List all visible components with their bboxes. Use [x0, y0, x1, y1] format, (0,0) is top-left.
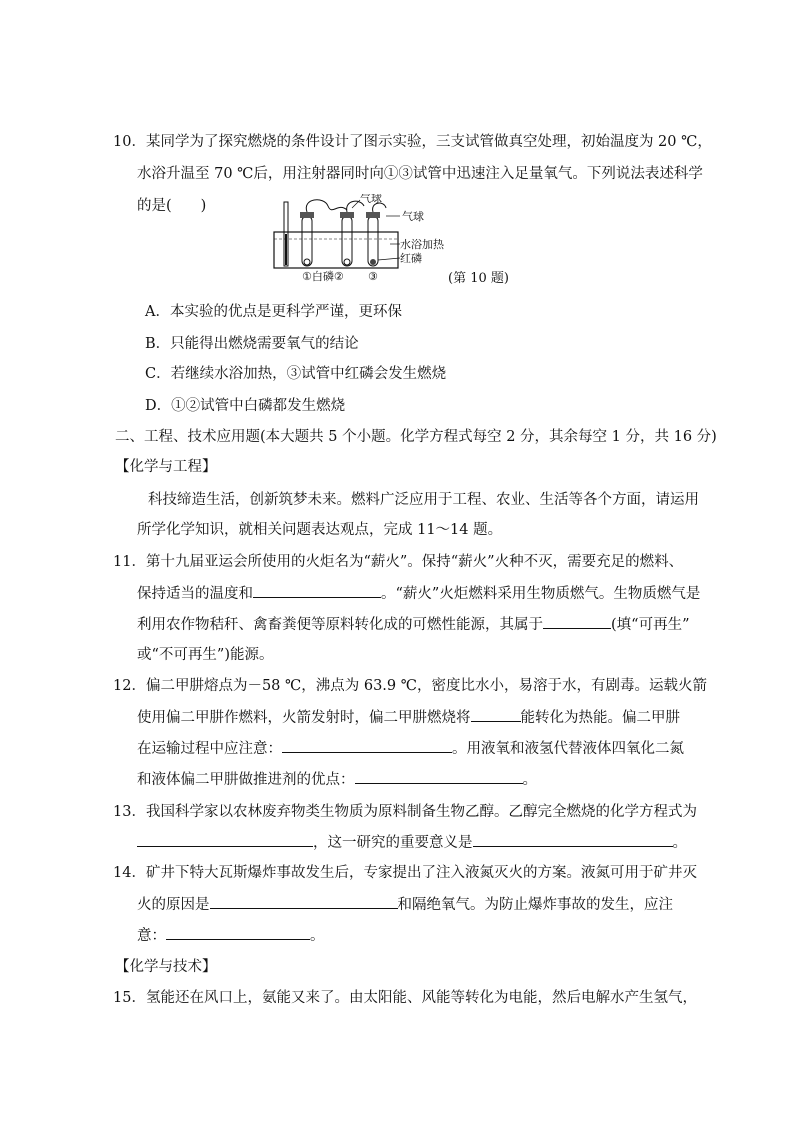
q12-text-a: 使用偏二甲肼作燃料，火箭发射时，偏二甲肼燃烧将: [137, 710, 471, 726]
q13-text-a: ，这一研究的重要意义是: [313, 835, 473, 851]
white-p-2: [344, 259, 350, 265]
section2-heading: 二、工程、技术应用题(本大题共 5 个小题。化学方程式每空 2 分，其余每空 1 分，共 16 分): [115, 429, 717, 445]
q14-text-a: 火的原因是: [137, 897, 210, 913]
q13-line2: [137, 832, 687, 853]
q11-text-c: 利用农作物秸秆、禽畜粪便等原料转化成的可燃性能源，其属于: [137, 617, 543, 633]
label-red-phosphorus: 红磷: [400, 252, 422, 265]
stopper-1: [300, 212, 314, 218]
q12-text-f: 。: [522, 772, 537, 788]
q12-line2: [137, 707, 680, 728]
water-bath: [274, 232, 398, 268]
q10-line1: 10．某同学为了探究燃烧的条件设计了图示实验，三支试管做真空处理，初始温度为 20 ℃，: [113, 134, 712, 150]
q12-line3: [137, 738, 684, 759]
q12-text-d: 。用液氧和液氢代替液体四氧化二氮: [452, 741, 684, 757]
q10-option-b: B．只能得出燃烧需要氧气的结论: [145, 336, 359, 352]
q11-blank-2[interactable]: [543, 614, 611, 629]
q10-line3: 的是( ): [137, 198, 207, 214]
q11-line3: [137, 614, 689, 635]
q14-blank-1[interactable]: [210, 894, 398, 909]
experiment-diagram: [272, 194, 448, 286]
q14-text-d: 。: [310, 928, 325, 944]
tube-3: [368, 216, 378, 266]
q12-text-c: 在运输过程中应注意：: [137, 741, 282, 757]
q10-figure: [272, 194, 448, 286]
q12-text-e: 和液体偏二甲肼做推进剂的优点：: [137, 772, 355, 788]
stopper-2: [340, 212, 354, 218]
q14-text-b: 和隔绝氧气。为防止爆炸事故的发生，应注: [397, 897, 673, 913]
q11-blank-1[interactable]: [253, 583, 381, 598]
q10-option-c: C．若继续水浴加热，③试管中红磷会发生燃烧: [145, 366, 447, 382]
q14-text-c: 意：: [137, 928, 166, 944]
balloon-1: [306, 200, 347, 212]
q12-line4: [137, 769, 537, 790]
intro-line2: 所学化学知识，就相关问题表达观点，完成 11～14 题。: [137, 522, 503, 538]
q10-option-a: A．本实验的优点是更科学严谨，更环保: [145, 304, 402, 320]
q13-text-b: 。: [672, 835, 687, 851]
red-p: [370, 259, 376, 265]
q10-line2: 水浴升温至 70 ℃后，用注射器同时向①③试管中迅速注入足量氧气。下列说法表述科学: [137, 166, 703, 182]
q12-text-b: 能转化为热能。偏二甲肼: [520, 710, 680, 726]
q11-line4: 或“不可再生”)能源。: [137, 647, 274, 663]
q13-blank-1[interactable]: [137, 832, 313, 847]
label-balloon-top: 气球: [360, 194, 382, 205]
label-water-bath: 水浴加热: [400, 238, 444, 251]
intro-line1: 科技缔造生活，创新筑梦未来。燃料广泛应用于工程、农业、生活等各个方面，请运用: [148, 492, 699, 508]
q14-blank-2[interactable]: [166, 925, 310, 940]
figure-caption: (第 10 题): [448, 271, 509, 286]
q11-text-d: (填“可再生”: [611, 617, 690, 633]
label-balloon-right: 气球: [402, 210, 424, 223]
q14-line2: [137, 894, 673, 915]
subheading-engineering: 【化学与工程】: [115, 459, 217, 475]
q11-text-b: 。“薪火”火炬燃料采用生物质燃气。生物质燃气是: [381, 586, 701, 602]
thermometer-mercury: [285, 234, 287, 265]
q11-text-a: 保持适当的温度和: [137, 586, 253, 602]
white-p-1: [304, 259, 310, 265]
label-tube-3: ③: [368, 270, 378, 283]
q12-line1: 12．偏二甲肼熔点为－58 ℃，沸点为 63.9 ℃，密度比水小，易溶于水，有剧毒。运载火箭: [113, 678, 707, 694]
q11-line1: 11．第十九届亚运会所使用的火炬名为“薪火”。保持“薪火”火种不灭，需要充足的燃料、: [113, 554, 684, 570]
q15-line1: 15．氢能还在风口上，氨能又来了。由太阳能、风能等转化为电能，然后电解水产生氢气，: [113, 990, 697, 1006]
q12-blank-3[interactable]: [355, 769, 523, 784]
q12-blank-2[interactable]: [282, 738, 452, 753]
label-tubes-1-2: ①白磷②: [302, 270, 344, 283]
stopper-3: [366, 212, 380, 218]
subheading-technology: 【化学与技术】: [115, 959, 217, 975]
q13-blank-2[interactable]: [473, 832, 673, 847]
q12-blank-1[interactable]: [471, 707, 521, 722]
q11-line2: [137, 583, 700, 604]
q14-line1: 14．矿井下特大瓦斯爆炸事故发生后，专家提出了注入液氮灭火的方案。液氮可用于矿井灭: [113, 865, 697, 881]
q14-line3: [137, 925, 325, 946]
q10-option-d: D．①②试管中白磷都发生燃烧: [145, 398, 346, 414]
q13-line1: 13．我国科学家以农林废弃物类生物质为原料制备生物乙醇。乙醇完全燃烧的化学方程式为: [113, 804, 697, 820]
